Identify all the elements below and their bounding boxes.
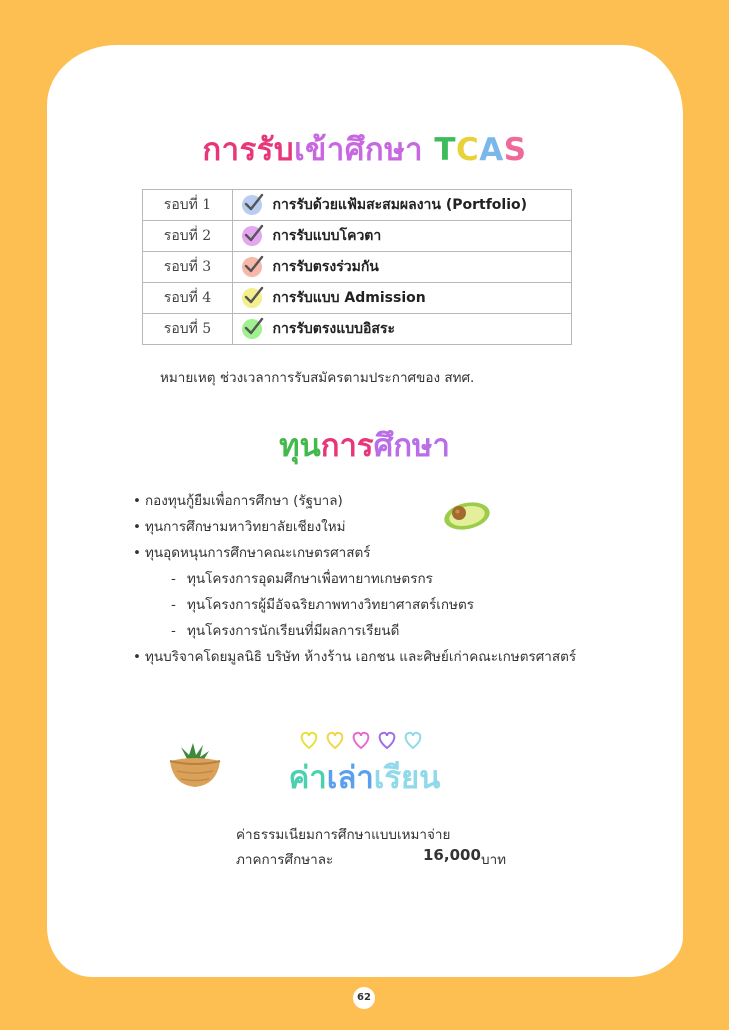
- scholarship-title-part: การ: [320, 428, 374, 464]
- avocado-icon: [443, 499, 491, 533]
- heart-icon: [406, 733, 421, 748]
- round-check-cell: [233, 314, 271, 345]
- scholarship-subitem: - ทุนโครงการผู้มีอัจฉริยภาพทางวิทยาศาสตร์เกษตร: [133, 594, 576, 620]
- scholarship-subitem: - ทุนโครงการนักเรียนที่มีผลการเรียนดี: [133, 620, 576, 646]
- tcas-title: [0, 124, 729, 174]
- heart-icon: [380, 733, 395, 748]
- round-name: การรับตรงแบบอิสระ: [271, 314, 572, 345]
- tcas-rounds-table: [142, 189, 572, 345]
- tuition-description: ค่าธรรมเนียมการศึกษาแบบเหมาจ่าย: [236, 827, 451, 843]
- round-label: รอบที่ 4: [143, 283, 233, 314]
- round-label: รอบที่ 2: [143, 221, 233, 252]
- round-check-cell: [233, 283, 271, 314]
- tuition-title: [0, 752, 729, 802]
- checkmark-icon: [242, 195, 262, 215]
- scholarship-subitem: - ทุนโครงการอุดมศึกษาเพื่อทายาทเกษตรกร: [133, 568, 576, 594]
- round-row: [143, 283, 572, 314]
- round-label: รอบที่ 3: [143, 252, 233, 283]
- checkmark-icon: [242, 288, 262, 308]
- tuition-title-part: ค่า: [288, 760, 327, 796]
- page-number: 62: [353, 987, 375, 1009]
- heart-icon: [354, 733, 369, 748]
- checkmark-icon: [242, 257, 262, 277]
- scholarship-title-part: ศึกษา: [373, 428, 450, 464]
- tuition-title-part: เล่า: [326, 760, 374, 796]
- tcas-title-part: C: [456, 132, 480, 168]
- scholarship-title-part: ทุน: [279, 428, 321, 464]
- tcas-title-part: A: [479, 132, 504, 168]
- tcas-title-part: S: [503, 132, 527, 168]
- tcas-title-part: เข้าศึกษา: [294, 132, 435, 168]
- round-check-cell: [233, 221, 271, 252]
- checkmark-icon: [242, 226, 262, 246]
- hearts-decoration: [298, 729, 430, 753]
- round-check-cell: [233, 190, 271, 221]
- scholarship-item: • ทุนบริจาคโดยมูลนิธิ บริษัท ห้างร้าน เอกชน และศิษย์เก่าคณะเกษตรศาสตร์: [133, 646, 576, 672]
- scholarship-title: [0, 420, 729, 470]
- scholarship-list: [133, 490, 576, 672]
- round-name: การรับตรงร่วมกัน: [271, 252, 572, 283]
- tcas-note: หมายเหตุ ช่วงเวลาการรับสมัครตามประกาศของ สทศ.: [160, 370, 475, 386]
- round-row: [143, 252, 572, 283]
- tuition-amount: 16,000: [423, 846, 481, 864]
- round-row: [143, 190, 572, 221]
- tuition-unit: บาท: [481, 852, 507, 868]
- checkmark-icon: [242, 319, 262, 339]
- round-name: การรับแบบ Admission: [271, 283, 572, 314]
- tcas-title-part: T: [434, 132, 456, 168]
- round-row: [143, 314, 572, 345]
- tuition-per-semester-label: ภาคการศึกษาละ: [236, 852, 334, 868]
- tcas-title-part: การรับ: [202, 132, 295, 168]
- scholarship-item: • กองทุนกู้ยืมเพื่อการศึกษา (รัฐบาล): [133, 490, 576, 516]
- scholarship-item: • ทุนอุดหนุนการศึกษาคณะเกษตรศาสตร์: [133, 542, 576, 568]
- heart-icon: [328, 733, 343, 748]
- round-label: รอบที่ 1: [143, 190, 233, 221]
- tuition-title-part: เรียน: [373, 760, 441, 796]
- round-name: การรับแบบโควตา: [271, 221, 572, 252]
- scholarship-item: • ทุนการศึกษามหาวิทยาลัยเชียงใหม่: [133, 516, 576, 542]
- round-name: การรับด้วยแฟ้มสะสมผลงาน (Portfolio): [271, 190, 572, 221]
- round-row: [143, 221, 572, 252]
- heart-icon: [302, 733, 317, 748]
- round-check-cell: [233, 252, 271, 283]
- round-label: รอบที่ 5: [143, 314, 233, 345]
